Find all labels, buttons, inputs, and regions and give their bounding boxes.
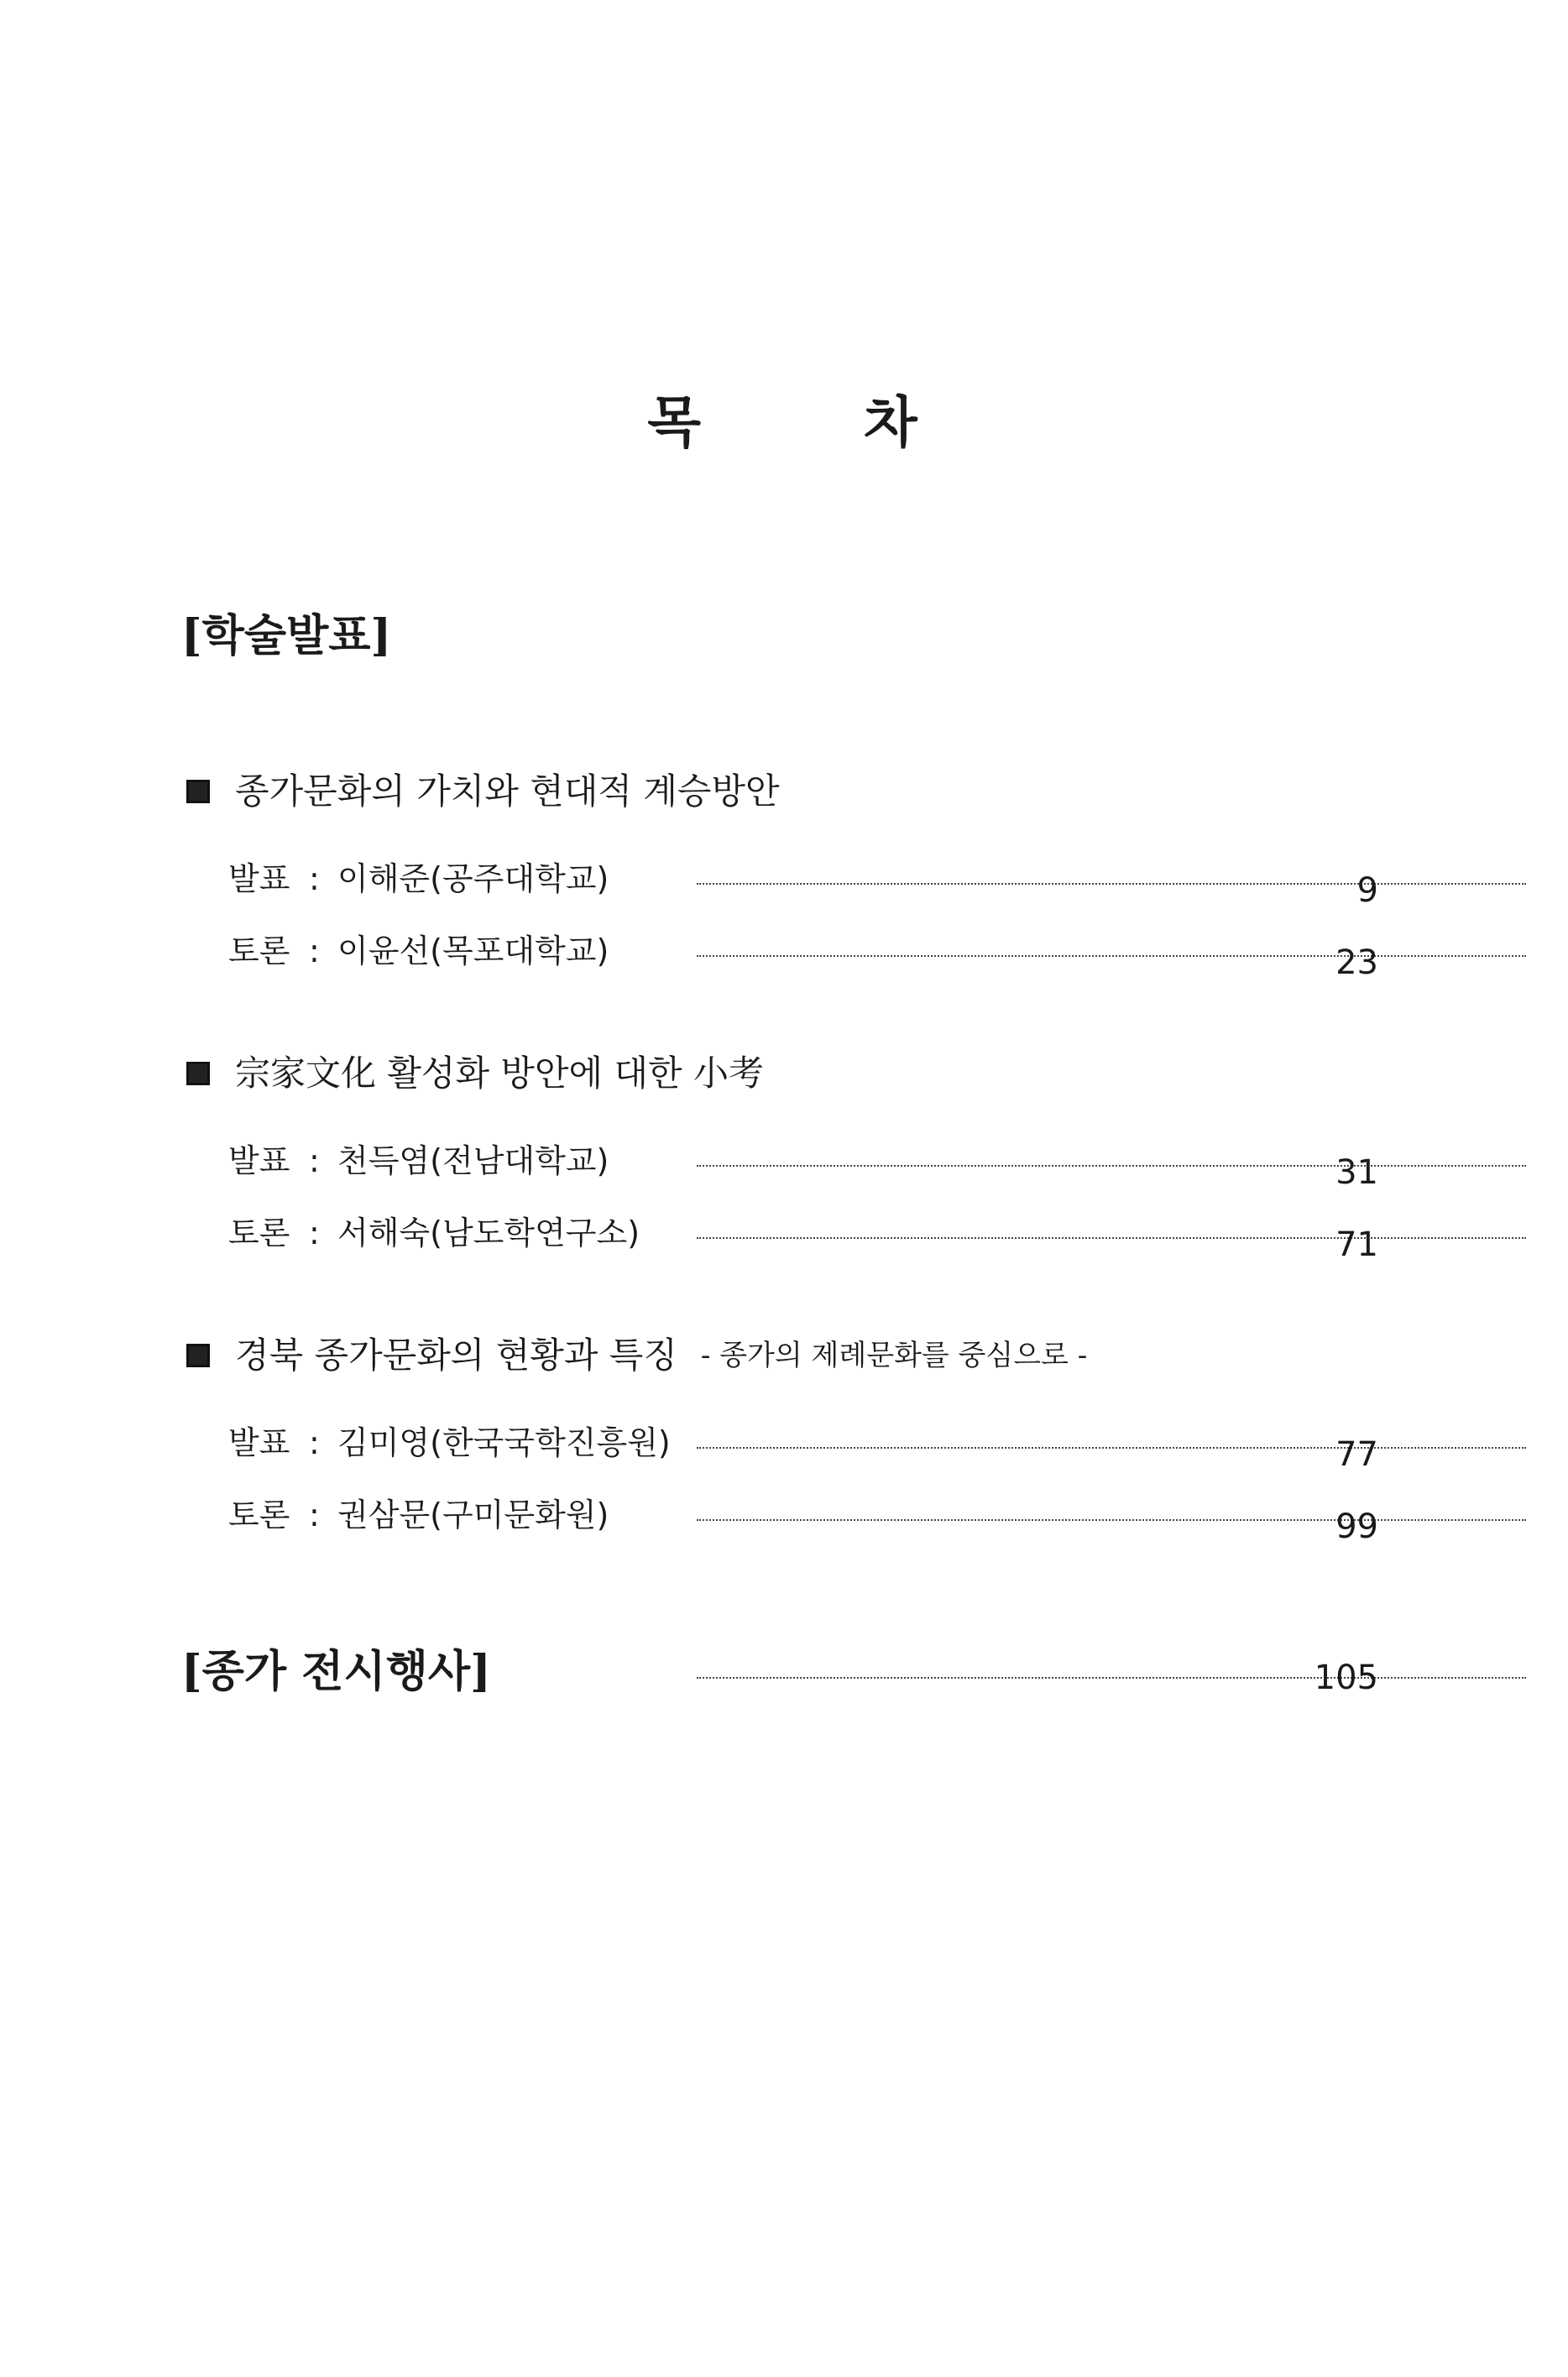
page-number: 71 [1335,1225,1378,1264]
dot-leader [697,955,1526,957]
toc-entry[interactable] [228,1494,1378,1546]
page-title-char-2: 차 [864,390,921,455]
toc-entry[interactable] [228,1422,1378,1474]
toc-entry[interactable] [228,930,1378,982]
toc-entry[interactable] [228,1212,1378,1264]
square-bullet-icon [186,1344,210,1367]
topic-title: 종가문화의 가치와 현대적 계승방안 [235,771,780,812]
entry-person: 이해준(공주대학교) [337,860,609,897]
entry-separator: : [309,1497,320,1533]
entry-separator: : [309,1142,320,1179]
topic-2 [186,1053,764,1094]
section-heading-exhibition: [종가 전시행사] [181,1646,491,1697]
dot-leader [697,1677,1526,1679]
toc-entry[interactable] [228,1140,1378,1192]
entry-role: 토론 [228,1215,290,1251]
topic-subtitle: - 종가의 제례문화를 중심으로 - [700,1339,1088,1372]
entry-person: 서해숙(남도학연구소) [337,1215,640,1251]
entry-role: 토론 [228,933,290,969]
topic-1 [186,771,780,812]
entry-role: 발표 [228,1424,290,1461]
entry-person: 이윤선(목포대학교) [337,933,609,969]
page-number: 77 [1335,1435,1378,1474]
dot-leader [697,1519,1526,1521]
topic-3 [186,1335,1088,1376]
topic-title: 宗家文化 활성화 방안에 대한 小考 [235,1053,764,1094]
entry-role: 토론 [228,1497,290,1533]
entry-separator: : [309,1215,320,1251]
page-number: 23 [1335,943,1378,982]
entry-person: 권삼문(구미문화원) [337,1497,609,1533]
entry-role: 발표 [228,1142,290,1179]
page-number: 9 [1356,871,1378,910]
entry-separator: : [309,860,320,897]
page-title-char-1: 목 [647,390,704,455]
dot-leader [697,1447,1526,1449]
square-bullet-icon [186,780,210,803]
dot-leader [697,883,1526,885]
toc-entry[interactable] [228,858,1378,910]
dot-leader [697,1237,1526,1239]
entry-role: 발표 [228,860,290,897]
page-title [0,378,1568,457]
dot-leader [697,1165,1526,1167]
page-number: 105 [1314,1659,1378,1697]
page-number: 31 [1335,1153,1378,1192]
topic-title: 경북 종가문화의 현황과 특징 [235,1335,677,1376]
section-heading-academic: [학술발표] [181,610,392,661]
toc-entry-exhibition[interactable] [181,1647,1378,1697]
entry-separator: : [309,933,320,969]
page-number: 99 [1335,1507,1378,1546]
square-bullet-icon [186,1062,210,1085]
entry-person: 천득염(전남대학교) [337,1142,609,1179]
entry-separator: : [309,1424,320,1461]
entry-person: 김미영(한국국학진흥원) [337,1424,671,1461]
